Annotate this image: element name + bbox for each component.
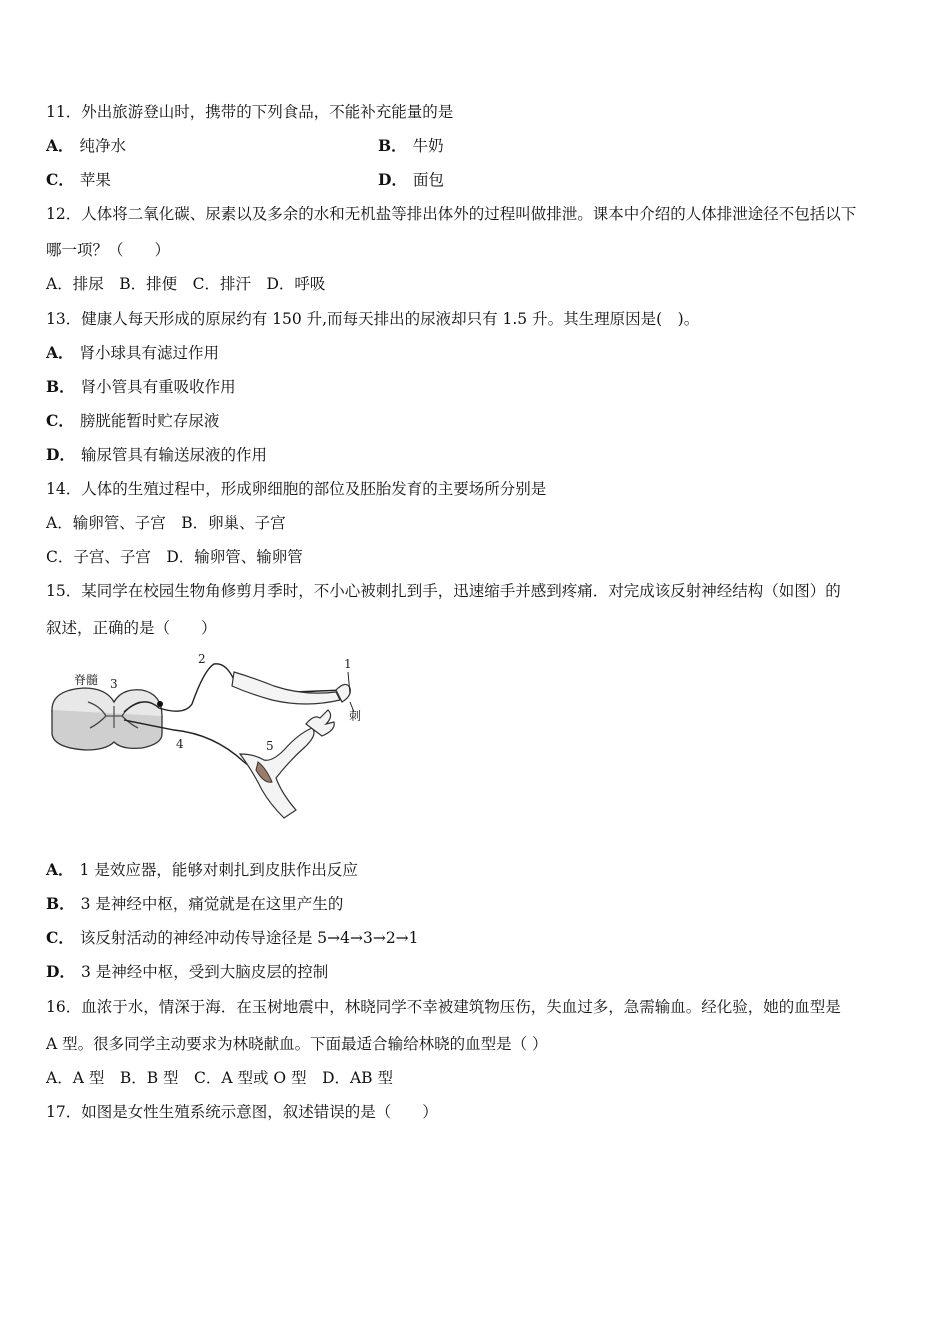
q16-stem-line2: A 型。很多同学主动要求为林晓献血。下面最适合输给林晓的血型是（ ） [46, 1035, 548, 1053]
option-text: 牛奶 [412, 137, 444, 155]
q14-stem: 14．人体的生殖过程中，形成卵细胞的部位及胚胎发育的主要场所分别是 [46, 480, 547, 498]
spinal-cord-label: 脊髓 [74, 673, 99, 687]
q11-option-d [378, 170, 444, 190]
thorn-label: 刺 [349, 709, 362, 723]
option-text: 肾小球具有滤过作用 [79, 344, 220, 362]
option-text: 3 是神经中枢，受到大脑皮层的控制 [80, 963, 329, 981]
option-text: 肾小管具有重吸收作用 [80, 378, 236, 396]
q13-option-d [46, 445, 267, 465]
q11-option-a [46, 136, 126, 156]
q11-stem: 11．外出旅游登山时，携带的下列食品，不能补充能量的是 [46, 103, 454, 121]
option-text: 该反射活动的神经冲动传导途径是 5→4→3→2→1 [79, 929, 419, 947]
q13-option-a [46, 343, 219, 363]
q16-options: A．A 型 B．B 型 C．A 型或 O 型 D．AB 型 [46, 1069, 394, 1087]
option-label: A． [46, 860, 74, 879]
q11-option-c [46, 170, 111, 190]
option-label: A． [46, 343, 74, 362]
q15-option-c [46, 928, 419, 948]
option-label: C． [46, 170, 74, 189]
option-text: 输尿管具有输送尿液的作用 [80, 446, 267, 464]
nerve-cell-body [157, 701, 163, 707]
reflex-arc-figure [44, 650, 374, 830]
q12-stem-line2: 哪一项？（ ） [46, 241, 171, 259]
forearm-drawing [240, 710, 334, 818]
label-3: 3 [110, 677, 118, 691]
q17-stem: 17．如图是女性生殖系统示意图，叙述错误的是（ ） [46, 1103, 438, 1121]
option-text: 纯净水 [79, 137, 127, 155]
arm-drawing [232, 672, 350, 704]
q15-option-d [46, 962, 328, 982]
q13-option-c [46, 411, 219, 431]
q16-stem-line1: 16．血浓于水，情深于海．在玉树地震中，林晓同学不幸被建筑物压伤，失血过多，急需输血。经化验，她的血型是 [46, 998, 841, 1016]
option-text: 3 是神经中枢，痛觉就是在这里产生的 [80, 895, 344, 913]
option-label: D． [46, 445, 75, 464]
option-label: C． [46, 928, 74, 947]
option-label: C． [46, 411, 74, 430]
option-label: B． [46, 894, 75, 913]
label-1: 1 [344, 657, 352, 671]
label-5: 5 [266, 739, 274, 753]
option-label: D． [46, 962, 75, 981]
spinal-cord-drawing [52, 688, 162, 750]
option-label: D． [378, 170, 407, 189]
q15-option-a [46, 860, 358, 880]
q15-stem-line2: 叙述，正确的是（ ） [46, 619, 217, 637]
q14-options-row2: C．子宫、子宫 D．输卵管、输卵管 [46, 548, 303, 566]
option-text: 膀胱能暂时贮存尿液 [79, 412, 220, 430]
q13-stem: 13．健康人每天形成的原尿约有 150 升,而每天排出的尿液却只有 1.5 升。其生理原因是( )。 [46, 310, 700, 328]
option-label: B． [46, 377, 75, 396]
option-label: A． [46, 136, 74, 155]
option-text: 面包 [412, 171, 444, 189]
q12-options: A．排尿 B．排便 C．排汗 D．呼吸 [46, 275, 326, 293]
q12-stem-line1: 12．人体将二氧化碳、尿素以及多余的水和无机盐等排出体外的过程叫做排泄。课本中介绍的人体排泄途径不包括以下 [46, 205, 857, 223]
q15-option-b [46, 894, 343, 914]
label-4: 4 [176, 737, 184, 751]
option-text: 苹果 [79, 171, 111, 189]
option-label: B． [378, 136, 407, 155]
q14-options-row1: A．输卵管、子宫 B．卵巢、子宫 [46, 514, 286, 532]
q15-stem-line1: 15．某同学在校园生物角修剪月季时，不小心被刺扎到手，迅速缩手并感到疼痛．对完成该反射神经结构（如图）的 [46, 582, 841, 600]
q13-option-b [46, 377, 236, 397]
label-2: 2 [198, 652, 206, 666]
option-text: 1 是效应器，能够对刺扎到皮肤作出反应 [79, 861, 358, 879]
q11-option-b [378, 136, 444, 156]
